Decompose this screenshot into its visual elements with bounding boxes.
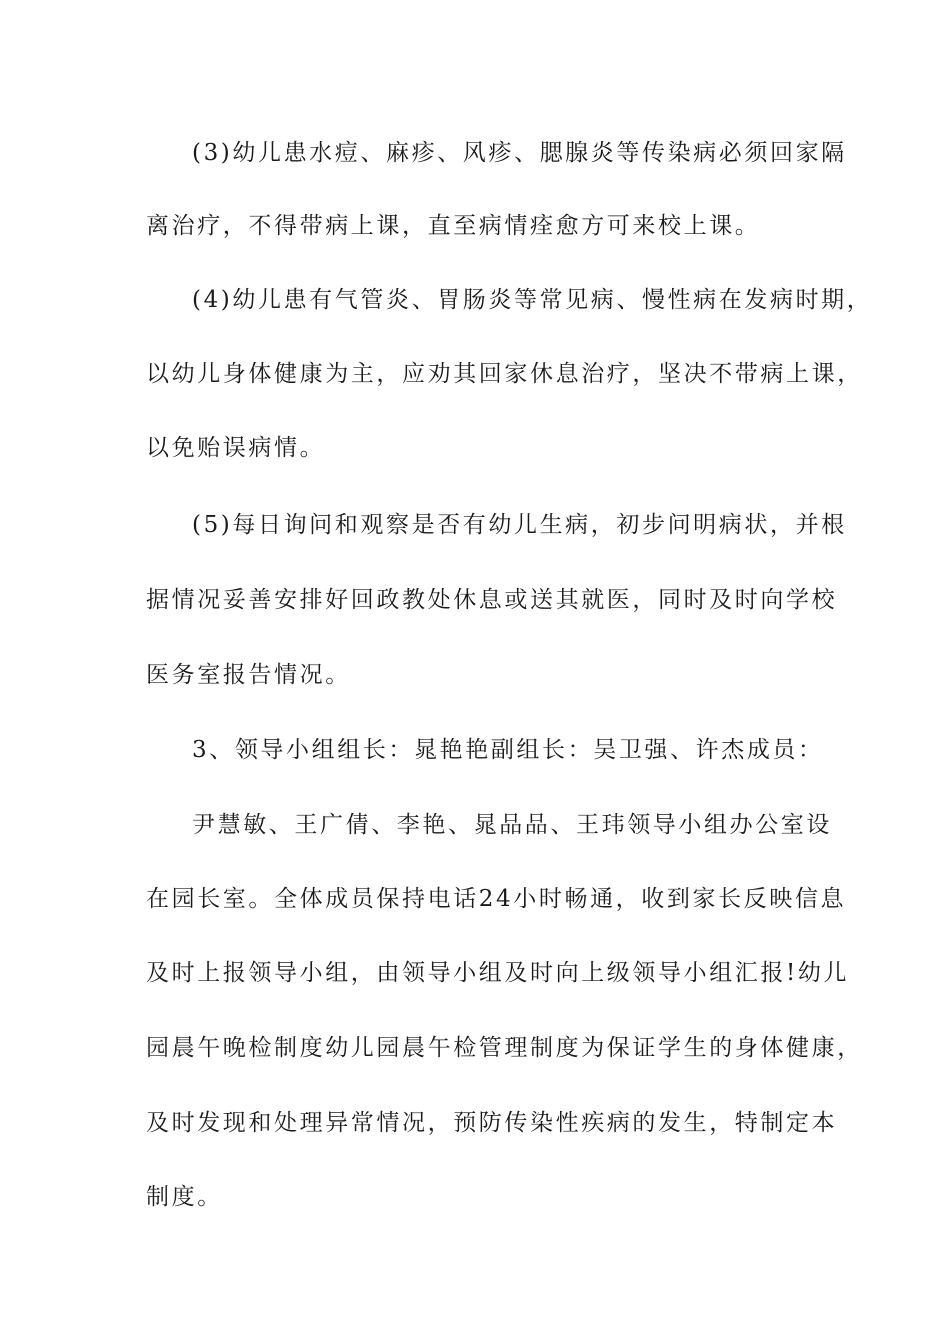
paragraph-line: 医务室报告情况。 xyxy=(146,662,351,688)
paragraph-line: (5)每日询问和观察是否有幼儿生病，初步问明病状，并根 xyxy=(192,512,847,538)
paragraph-line: 离治疗，不得带病上课，直至病情痊愈方可来校上课。 xyxy=(146,213,761,239)
paragraph-line: 3、领导小组组长：晁艳艳副组长：吴卫强、许杰成员： xyxy=(192,737,824,763)
paragraph-line: 园晨午晚检制度幼儿园晨午检管理制度为保证学生的身体健康， xyxy=(146,1035,863,1061)
paragraph-line: 以幼儿身体健康为主，应劝其回家休息治疗，坚决不带病上课， xyxy=(146,361,863,387)
paragraph-line: (3)幼儿患水痘、麻疹、风疹、腮腺炎等传染病必须回家隔 xyxy=(192,140,847,166)
paragraph-line: 在园长室。全体成员保持电话24小时畅通，收到家长反映信息 xyxy=(146,886,847,912)
paragraph-line: 以免贻误病情。 xyxy=(146,435,326,461)
paragraph-line: 及时上报领导小组，由领导小组及时向上级领导小组汇报!幼儿 xyxy=(146,960,850,986)
paragraph-line: 尹慧敏、王广倩、李艳、晁品品、王玮领导小组办公室设 xyxy=(192,812,832,838)
paragraph-line: (4)幼儿患有气管炎、胃肠炎等常见病、慢性病在发病时期， xyxy=(192,287,873,313)
paragraph-line: 制度。 xyxy=(146,1184,223,1210)
paragraph-line: 及时发现和处理异常情况，预防传染性疾病的发生，特制定本 xyxy=(146,1110,838,1136)
paragraph-line: 据情况妥善安排好回政教处休息或送其就医，同时及时向学校 xyxy=(146,587,838,613)
